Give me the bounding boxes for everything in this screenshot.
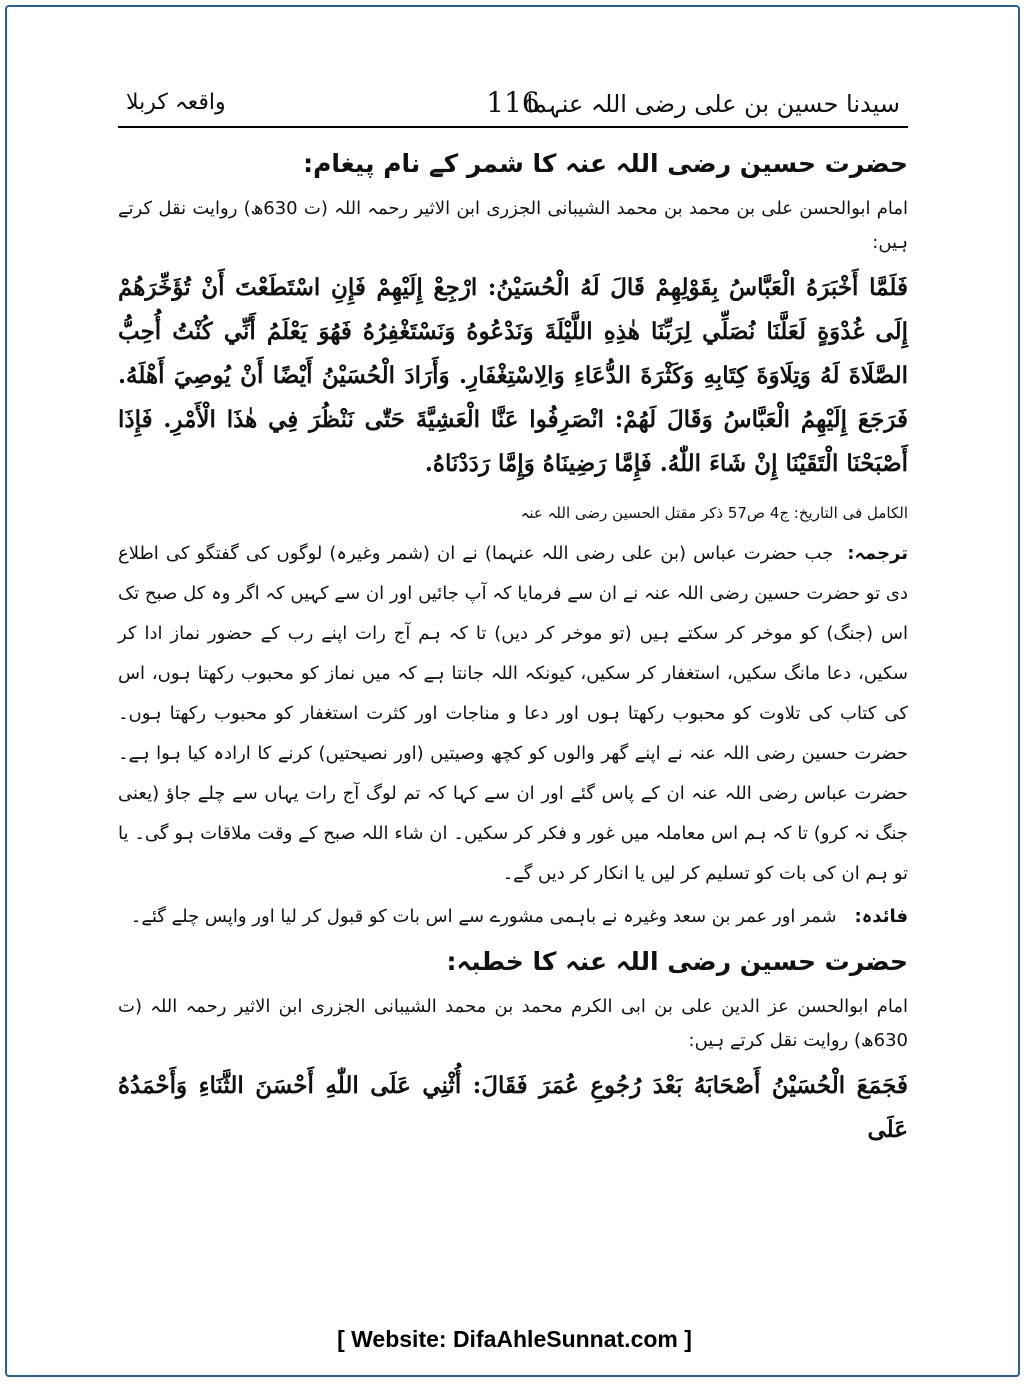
narration-intro: امام ابوالحسن علی بن محمد بن محمد الشیبانی الجزری ابن الاثیر رحمہ اللہ (ت 630ھ) روایت نقل کرتے ہیں: (118, 198, 908, 253)
narration-intro-2: امام ابوالحسن عز الدین علی بن ابی الکرم محمد بن محمد الشیبانی الجزری ابن الاثیر رحمہ اللہ (ت 630ھ) روایت نقل کرتے ہیں: (118, 996, 908, 1051)
chapter-title: واقعہ کربلا (126, 90, 226, 115)
benefit-note (118, 898, 908, 936)
source-reference: الکامل فی التاریخ: ج4 ص57 ذکر مقتل الحسین رضی اللہ عنہ (520, 504, 908, 522)
benefit-label: فائدہ: (854, 906, 908, 927)
section-heading-message: حضرت حسین رضی اللہ عنہ کا شمر کے نام پیغام: (303, 149, 908, 178)
translation-paragraph (118, 534, 908, 894)
translation-text: جب حضرت عباس (بن علی رضی اللہ عنہما) نے ان (شمر وغیرہ) لوگوں کی گفتگو کی اطلاع دی تو حضرت حسین رضی اللہ عنہ نے ان سے فرمایا کہ آپ جائیں اور ان سے کہیں کہ اگر وہ کل صبح تک اس (جنگ) کو موخر کر سکتے ہیں (تو موخر کر دیں) تا کہ ہم آج رات اپنے رب کے حضور نماز ادا کر سکیں، دعا مانگ سکیں، استغفار کر سکیں، کیونکہ اللہ جانتا ہے کہ میں نماز کو محبوب رکھتا ہوں، اس کی کتاب کی تلاوت کو محبوب رکھتا ہوں اور دعا و مناجات اور کثرت استغفار کو محبوب رکھتا ہوں۔ حضرت حسین رضی اللہ عنہ نے اپنے گھر والوں کو کچھ وصیتیں (اور نصیحتیں) کرنے کا ارادہ کیا ہوا ہے۔ حضرت عباس رضی اللہ عنہ ان کے پاس گئے اور ان سے کہا کہ تم لوگ آج رات یہاں سے چلے جاؤ (یعنی جنگ نہ کرو) تا کہ ہم اس معاملہ میں غور و فکر کر سکیں۔ ان شاء اللہ صبح کے وقت ملاقات ہو گی۔ یا تو ہم ان کی بات کو تسلیم کر لیں یا انکار کر دیں گے۔ (118, 543, 908, 884)
book-title: سیدنا حسین بن علی رضی اللہ عنہما (526, 90, 900, 118)
benefit-text: شمر اور عمر بن سعد وغیرہ نے باہمی مشورے سے اس بات کو قبول کر لیا اور واپس چلے گئے۔ (130, 906, 837, 927)
page-header (118, 82, 908, 128)
website-footer: [ Website: DifaAhleSunnat.com ] (337, 1326, 692, 1352)
page-content (118, 138, 908, 1164)
page-number: 116 (486, 86, 540, 119)
section-heading-sermon: حضرت حسین رضی اللہ عنہ کا خطبہ: (446, 947, 908, 976)
arabic-text: فَلَمَّا أَخْبَرَهُ الْعَبَّاسُ بِقَوْلِهِمْ قَالَ لَهُ الْحُسَيْنُ: ارْجِعْ إِلَيْهِمْ فَإِنِ اسْتَطَعْتَ أَنْ تُؤَخِّرَهُمْ إِلَى غُدْوَةٍ لَعَلَّنَا نُصَلِّي لِرَبِّنَا هٰذِهِ اللَّيْلَةَ وَنَدْعُوهُ وَنَسْتَغْفِرُهُ فَهُوَ يَعْلَمُ أَنِّي كُنْتُ أُحِبُّ الصَّلَاةَ لَهُ وَتِلَاوَةَ كِتَابِهِ وَكَثْرَةَ الدُّعَاءِ وَالِاسْتِغْفَارِ. وَأَرَادَ الْحُسَيْنُ أَيْضًا أَنْ يُوصِيَ أَهْلَهُ. فَرَجَعَ إِلَيْهِمُ الْعَبَّاسُ وَقَالَ لَهُمْ: انْصَرِفُوا عَنَّا الْعَشِيَّةَ حَتّٰى نَنْظُرَ فِي هٰذَا الْأَمْرِ. فَإِذَا أَصْبَحْنَا الْتَقَيْنَا إِنْ شَاءَ اللّٰهُ. فَإِمَّا رَضِينَاهُ وَإِمَّا رَدَدْنَاهُ. (118, 274, 908, 477)
translation-label: ترجمہ: (847, 543, 908, 564)
arabic-text-2: فَجَمَعَ الْحُسَيْنُ أَصْحَابَهُ بَعْدَ رُجُوعِ عُمَرَ فَقَالَ: أُثْنِي عَلَى اللّٰهِ أَحْسَنَ الثَّنَاءِ وَأَحْمَدُهُ عَلَى (118, 1072, 908, 1143)
